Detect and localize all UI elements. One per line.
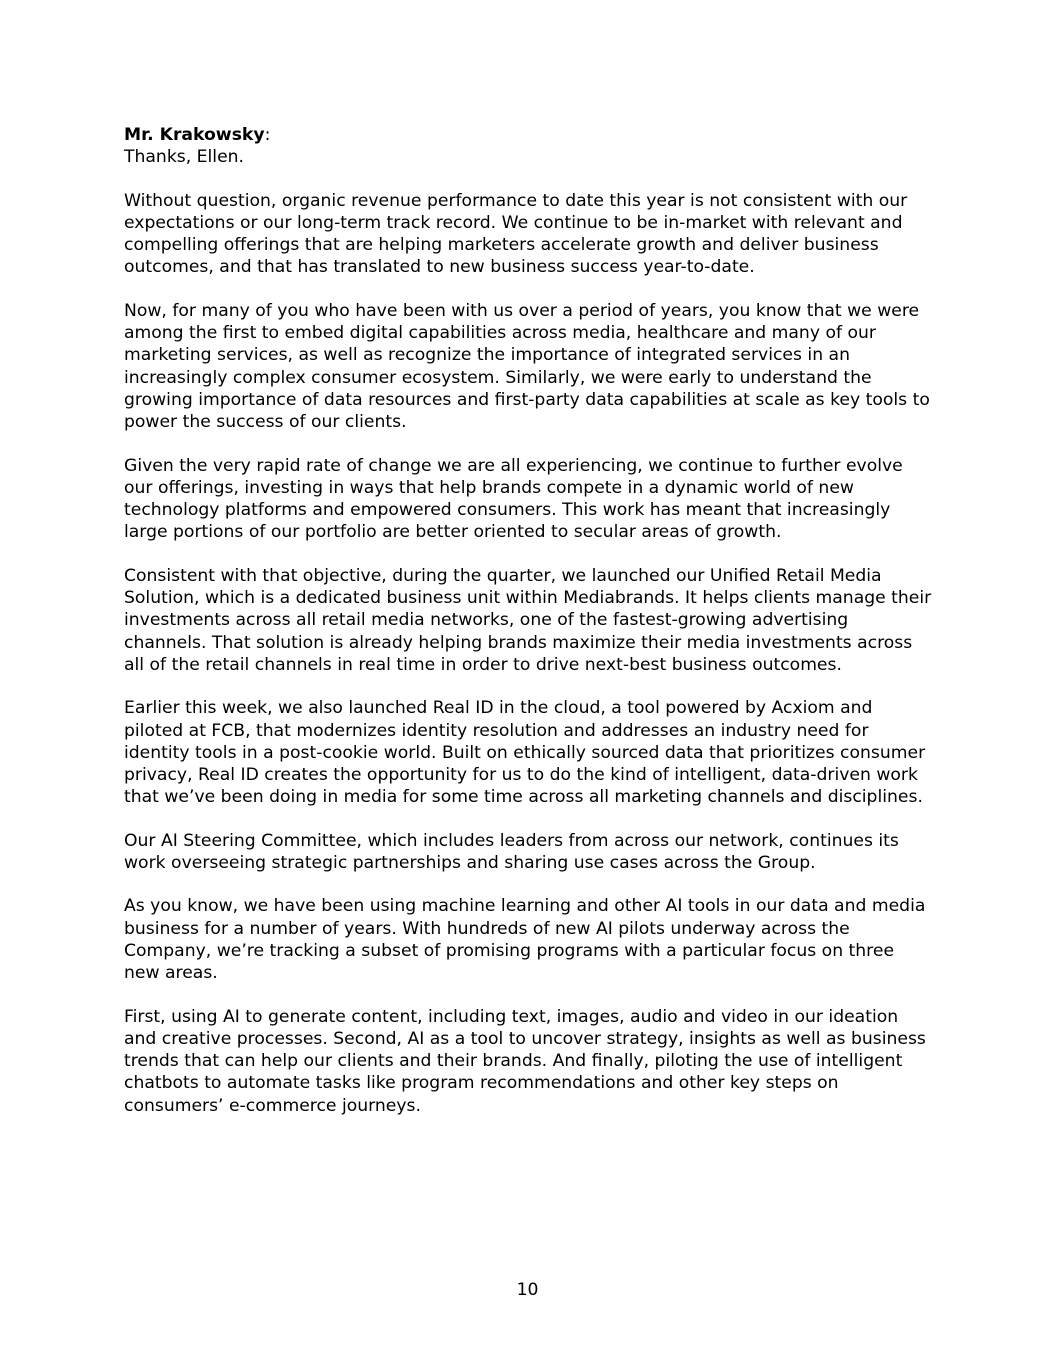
greeting-text: Thanks, Ellen. (124, 147, 244, 168)
paragraph-8: First, using AI to generate content, including text, images, audio and video in our ideation and creative processes. Second, AI as a tool to uncover strategy, insights as well as business trends that can help our clients and their brands. And finally, piloting the use of intelligent chatbots to automate tasks like program recommendations and other key steps on consumers’ e-commerce journeys. (124, 1006, 926, 1116)
paragraph-2: Now, for many of you who have been with us over a period of years, you know that we were among the first to embed digital capabilities across media, healthcare and many of our marketing services, as well as recognize the importance of integrated services in an increasingly complex consumer ecosystem. Similarly, we were early to understand the growing importance of data resources and first-party data capabilities at scale as key tools to power the success of our clients. (124, 300, 930, 433)
transcript-page (124, 124, 934, 1138)
paragraph-6: Our AI Steering Committee, which includes leaders from across our network, continues its work overseeing strategic partnerships and sharing use cases across the Group. (124, 830, 899, 874)
paragraph-1: Without question, organic revenue performance to date this year is not consistent with our expectations or our long-term track record. We continue to be in-market with relevant and compelling offerings that are helping marketers accelerate growth and deliver business outcomes, and that has translated to new business success year-to-date. (124, 190, 908, 278)
speaker-name: Mr. Krakowsky (124, 125, 265, 145)
speaker-colon: : (264, 125, 271, 145)
page-number: 10 (516, 1280, 539, 1300)
paragraph-5: Earlier this week, we also launched Real ID in the cloud, a tool powered by Acxiom and piloted at FCB, that modernizes identity resolution and addresses an industry need for identity tools in a post-cookie world. Built on ethically sourced data that prioritizes consumer privacy, Real ID creates the opportunity for us to do the kind of intelligent, data-driven work that we’ve been doing in media for some time across all marketing channels and disciplines. (124, 698, 926, 808)
speaker-line (124, 124, 934, 146)
paragraph-4: Consistent with that objective, during the quarter, we launched our Unified Retail Media Solution, which is a dedicated business unit within Mediabrands. It helps clients manage their investments across all retail media networks, one of the fastest-growing advertising channels. That solution is already helping brands maximize their media investments across all of the retail channels in real time in order to drive next-best business outcomes. (124, 565, 932, 675)
paragraph-7: As you know, we have been using machine learning and other AI tools in our data and media business for a number of years. With hundreds of new AI pilots underway across the Company, we’re tracking a subset of promising programs with a particular focus on three new areas. (124, 896, 926, 984)
paragraph-3: Given the very rapid rate of change we are all experiencing, we continue to further evolve our offerings, investing in ways that help brands compete in a dynamic world of new technology platforms and empowered consumers. This work has meant that increasingly large portions of our portfolio are better oriented to secular areas of growth. (124, 455, 903, 543)
